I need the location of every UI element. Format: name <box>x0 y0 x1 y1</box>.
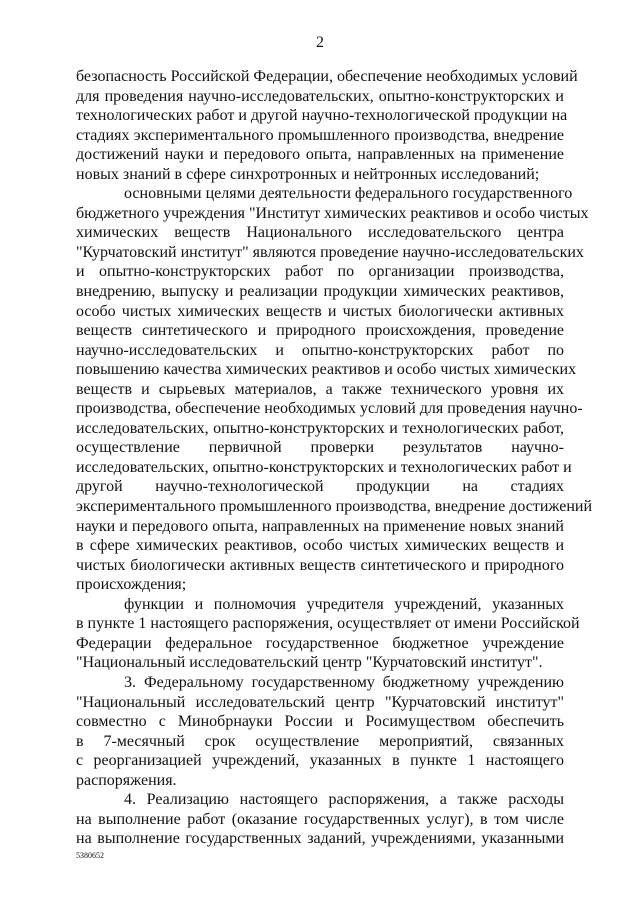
text-line: совместно с Минобрнауки России и Росимуществом обеспечить <box>76 713 564 731</box>
text-line: бюджетного учреждения "Институт химических реактивов и особо чистых <box>76 204 589 222</box>
text-line: веществ синтетического и природного происхождения, проведение <box>76 322 564 340</box>
text-line: технологических работ и другой научно-технологической продукции на <box>76 107 568 125</box>
text-line: распоряжения. <box>76 771 177 789</box>
document-body <box>76 67 593 849</box>
text-line: на выполнение работ (оказание государственных услуг), в том числе <box>76 810 564 828</box>
text-line: науки и передового опыта, направленных на применение новых знаний <box>76 517 564 535</box>
text-line: и опытно-конструкторских работ по организации производства, <box>76 263 564 281</box>
text-line: безопасность Российской Федерации, обеспечение необходимых условий <box>76 68 578 85</box>
text-line: производства, обеспечение необходимых условий для проведения научно- <box>76 400 583 418</box>
text-line: основными целями деятельности федерального государственного <box>124 185 573 203</box>
paragraph <box>76 67 578 184</box>
paragraph <box>76 790 564 849</box>
text-line: "Национальный исследовательский центр "Курчатовский институт" <box>76 693 564 711</box>
text-line: новых знаний в сфере синхротронных и нейтронных исследований; <box>76 165 540 183</box>
text-line: с реорганизацией учреждений, указанных в пункте 1 настоящего <box>76 752 564 770</box>
text-line: исследовательских, опытно-конструкторских и технологических работ, <box>76 419 564 437</box>
text-line: происхождения; <box>76 576 187 594</box>
paragraph <box>76 673 564 790</box>
text-line: другой научно-технологической продукции на стадиях <box>76 478 564 496</box>
text-line: особо чистых химических веществ и чистых биологически активных <box>76 302 564 320</box>
text-line: для проведения научно-исследовательских, опытно-конструкторских и <box>76 87 564 105</box>
page-number: 2 <box>316 34 324 51</box>
text-line: достижений науки и передового опыта, направленных на применение <box>76 146 564 164</box>
text-line: "Курчатовский институт" являются проведение научно-исследовательских <box>76 243 584 261</box>
text-line: осуществление первичной проверки результатов научно- <box>76 439 564 457</box>
text-line: в пункте 1 настоящего распоряжения, осуществляет от имени Российской <box>76 615 580 633</box>
text-line: функции и полномочия учредителя учреждений, указанных <box>124 595 564 613</box>
text-line: химических веществ Национального исследовательского центра <box>76 224 564 242</box>
text-line: исследовательских, опытно-конструкторских и технологических работ и <box>76 458 572 476</box>
text-line: чистых биологически активных веществ синтетического и природного <box>76 556 564 574</box>
text-line: на выполнение государственных заданий, учреждениями, указанными <box>76 830 564 848</box>
text-line: внедрению, выпуску и реализации продукции химических реактивов, <box>76 283 564 301</box>
text-line: в сфере химических реактивов, особо чистых химических веществ и <box>76 537 564 555</box>
text-line: 3. Федеральному государственному бюджетному учреждению <box>124 673 564 691</box>
text-line: 4. Реализацию настоящего распоряжения, а также расходы <box>124 791 564 809</box>
text-line: в 7-месячный срок осуществление мероприятий, связанных <box>76 732 564 750</box>
paragraph <box>76 595 580 673</box>
text-line: научно-исследовательских и опытно-конструкторских работ по <box>76 341 564 359</box>
text-line: Федерации федеральное государственное бюджетное учреждение <box>76 634 564 652</box>
text-line: веществ и сырьевых материалов, а также технического уровня их <box>76 380 564 398</box>
text-line: стадиях экспериментального промышленного производства, внедрение <box>76 126 564 144</box>
paragraph <box>76 184 593 594</box>
document-code: 5380652 <box>76 851 104 860</box>
text-line: повышению качества химических реактивов и особо чистых химических <box>76 361 577 379</box>
text-line: "Национальный исследовательский центр "Курчатовский институт". <box>76 654 543 672</box>
text-line: экспериментального промышленного производства, внедрение достижений <box>76 498 593 516</box>
